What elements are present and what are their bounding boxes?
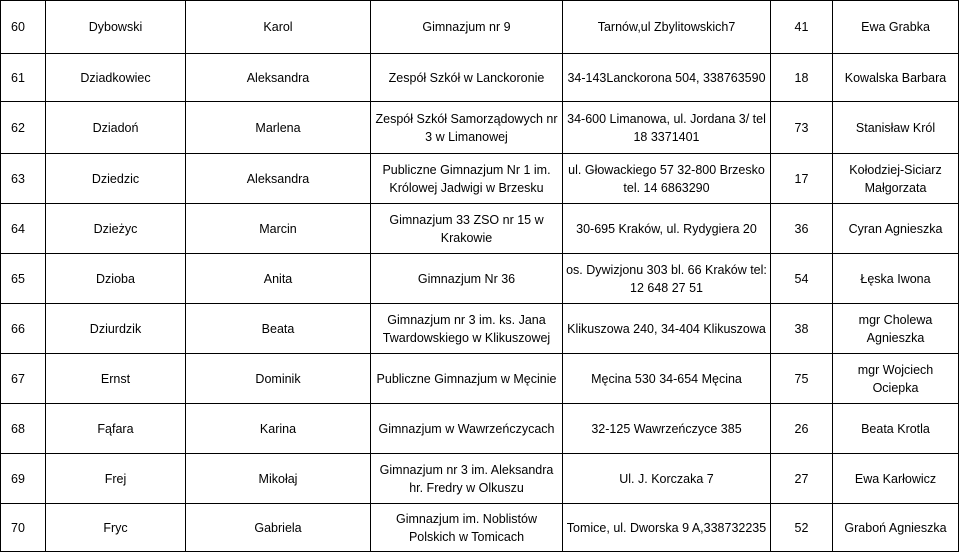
points-cell: 18 bbox=[771, 54, 833, 102]
table-row bbox=[1, 102, 959, 154]
table-row bbox=[1, 1, 959, 54]
points-cell: 27 bbox=[771, 454, 833, 504]
school-cell: Gimnazjum im. Noblistów Polskich w Tomicach bbox=[371, 504, 563, 552]
teacher-cell: Kowalska Barbara bbox=[833, 54, 959, 102]
teacher-cell: Ewa Karłowicz bbox=[833, 454, 959, 504]
teacher-cell: Beata Krotla bbox=[833, 404, 959, 454]
school-cell: Gimnazjum 33 ZSO nr 15 w Krakowie bbox=[371, 204, 563, 254]
row-number: 66 bbox=[1, 304, 46, 354]
points-cell: 36 bbox=[771, 204, 833, 254]
address-cell: Klikuszowa 240, 34-404 Klikuszowa bbox=[563, 304, 771, 354]
table-row bbox=[1, 254, 959, 304]
address-cell: 34-143Lanckorona 504, 338763590 bbox=[563, 54, 771, 102]
row-number: 64 bbox=[1, 204, 46, 254]
address-cell: ul. Głowackiego 57 32-800 Brzesko tel. 14 6863290 bbox=[563, 154, 771, 204]
school-cell: Gimnazjum nr 9 bbox=[371, 1, 563, 54]
surname-cell: Frej bbox=[46, 454, 186, 504]
address-cell: Tomice, ul. Dworska 9 A,338732235 bbox=[563, 504, 771, 552]
address-cell: 34-600 Limanowa, ul. Jordana 3/ tel 18 3371401 bbox=[563, 102, 771, 154]
row-number: 62 bbox=[1, 102, 46, 154]
row-number: 70 bbox=[1, 504, 46, 552]
teacher-cell: Graboń Agnieszka bbox=[833, 504, 959, 552]
teacher-cell: mgr Cholewa Agnieszka bbox=[833, 304, 959, 354]
first-name-cell: Anita bbox=[186, 254, 371, 304]
address-cell: Męcina 530 34-654 Męcina bbox=[563, 354, 771, 404]
row-number: 61 bbox=[1, 54, 46, 102]
first-name-cell: Aleksandra bbox=[186, 54, 371, 102]
teacher-cell: Cyran Agnieszka bbox=[833, 204, 959, 254]
points-cell: 52 bbox=[771, 504, 833, 552]
table-row bbox=[1, 204, 959, 254]
school-cell: Gimnazjum Nr 36 bbox=[371, 254, 563, 304]
first-name-cell: Mikołaj bbox=[186, 454, 371, 504]
row-number: 65 bbox=[1, 254, 46, 304]
address-cell: 30-695 Kraków, ul. Rydygiera 20 bbox=[563, 204, 771, 254]
row-number: 67 bbox=[1, 354, 46, 404]
first-name-cell: Marcin bbox=[186, 204, 371, 254]
address-cell: os. Dywizjonu 303 bl. 66 Kraków tel: 12 648 27 51 bbox=[563, 254, 771, 304]
surname-cell: Dziadoń bbox=[46, 102, 186, 154]
surname-cell: Dzioba bbox=[46, 254, 186, 304]
first-name-cell: Marlena bbox=[186, 102, 371, 154]
school-cell: Gimnazjum nr 3 im. ks. Jana Twardowskiego w Klikuszowej bbox=[371, 304, 563, 354]
first-name-cell: Beata bbox=[186, 304, 371, 354]
first-name-cell: Karina bbox=[186, 404, 371, 454]
table-row bbox=[1, 154, 959, 204]
teacher-cell: Kołodziej-Siciarz Małgorzata bbox=[833, 154, 959, 204]
points-cell: 54 bbox=[771, 254, 833, 304]
points-cell: 73 bbox=[771, 102, 833, 154]
points-cell: 17 bbox=[771, 154, 833, 204]
surname-cell: Dzieżyc bbox=[46, 204, 186, 254]
first-name-cell: Aleksandra bbox=[186, 154, 371, 204]
address-cell: Tarnów,ul Zbylitowskich7 bbox=[563, 1, 771, 54]
teacher-cell: mgr Wojciech Ociepka bbox=[833, 354, 959, 404]
school-cell: Zespół Szkół w Lanckoronie bbox=[371, 54, 563, 102]
teacher-cell: Ewa Grabka bbox=[833, 1, 959, 54]
school-cell: Publiczne Gimnazjum w Męcinie bbox=[371, 354, 563, 404]
school-cell: Zespół Szkół Samorządowych nr 3 w Limanowej bbox=[371, 102, 563, 154]
table-row bbox=[1, 354, 959, 404]
surname-cell: Ernst bbox=[46, 354, 186, 404]
first-name-cell: Karol bbox=[186, 1, 371, 54]
address-cell: Ul. J. Korczaka 7 bbox=[563, 454, 771, 504]
surname-cell: Dziurdzik bbox=[46, 304, 186, 354]
row-number: 69 bbox=[1, 454, 46, 504]
points-cell: 38 bbox=[771, 304, 833, 354]
school-cell: Gimnazjum nr 3 im. Aleksandra hr. Fredry w Olkuszu bbox=[371, 454, 563, 504]
first-name-cell: Dominik bbox=[186, 354, 371, 404]
table-row bbox=[1, 504, 959, 552]
row-number: 68 bbox=[1, 404, 46, 454]
teacher-cell: Stanisław Król bbox=[833, 102, 959, 154]
first-name-cell: Gabriela bbox=[186, 504, 371, 552]
points-cell: 41 bbox=[771, 1, 833, 54]
table-row bbox=[1, 54, 959, 102]
teacher-cell: Łęska Iwona bbox=[833, 254, 959, 304]
surname-cell: Fąfara bbox=[46, 404, 186, 454]
school-cell: Gimnazjum w Wawrzeńczycach bbox=[371, 404, 563, 454]
table-row bbox=[1, 404, 959, 454]
points-cell: 75 bbox=[771, 354, 833, 404]
points-cell: 26 bbox=[771, 404, 833, 454]
row-number: 60 bbox=[1, 1, 46, 54]
surname-cell: Dziedzic bbox=[46, 154, 186, 204]
table-row bbox=[1, 454, 959, 504]
address-cell: 32-125 Wawrzeńczyce 385 bbox=[563, 404, 771, 454]
surname-cell: Dziadkowiec bbox=[46, 54, 186, 102]
surname-cell: Dybowski bbox=[46, 1, 186, 54]
table-row bbox=[1, 304, 959, 354]
school-cell: Publiczne Gimnazjum Nr 1 im. Królowej Jadwigi w Brzesku bbox=[371, 154, 563, 204]
row-number: 63 bbox=[1, 154, 46, 204]
surname-cell: Fryc bbox=[46, 504, 186, 552]
